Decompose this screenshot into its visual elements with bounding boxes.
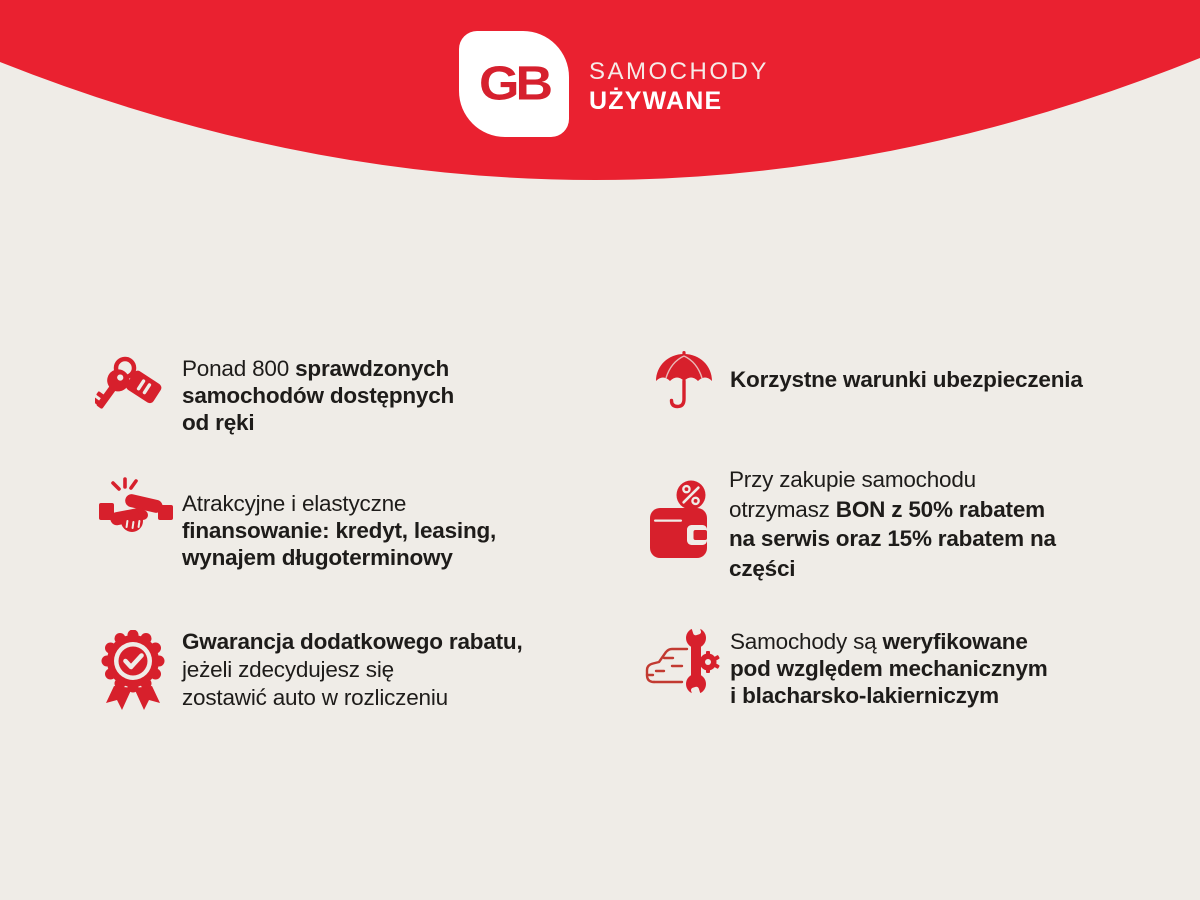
umbrella-icon — [649, 349, 719, 411]
wallet-discount-icon — [648, 478, 720, 566]
feature-text-verification: Samochody są weryfikowane pod względem mechanicznym i blacharsko-lakierniczym — [730, 629, 1048, 708]
feature-text-financing: Atrakcyjne i elastyczne finansowanie: kredyt, leasing, wynajem długoterminowy — [182, 491, 497, 570]
brand-line1: SAMOCHODY — [589, 58, 769, 85]
car-keys-tag-icon — [95, 354, 173, 426]
feature-text-insurance: Korzystne warunki ubezpieczenia — [730, 367, 1083, 392]
guarantee-medal-icon — [100, 630, 166, 718]
feature-text-stock: Ponad 800 sprawdzonych samochodów dostępnych od ręki — [182, 356, 455, 435]
brand-line2: UŻYWANE — [589, 87, 723, 115]
feature-text-voucher: Przy zakupie samochodu otrzymasz BON z 50% rabatem na serwis oraz 15% rabatem na części — [729, 467, 1056, 581]
feature-text-trade-in: Gwarancja dodatkowego rabatu, jeżeli zdecydujesz się zostawić auto w rozliczeniu — [182, 629, 523, 710]
car-service-icon — [642, 624, 722, 700]
handshake-icon — [98, 473, 174, 549]
gb-logo — [459, 31, 569, 137]
brand-text — [589, 60, 769, 114]
gb-logo-monogram: GB — [479, 57, 549, 111]
header-red-curve — [0, 0, 1200, 300]
